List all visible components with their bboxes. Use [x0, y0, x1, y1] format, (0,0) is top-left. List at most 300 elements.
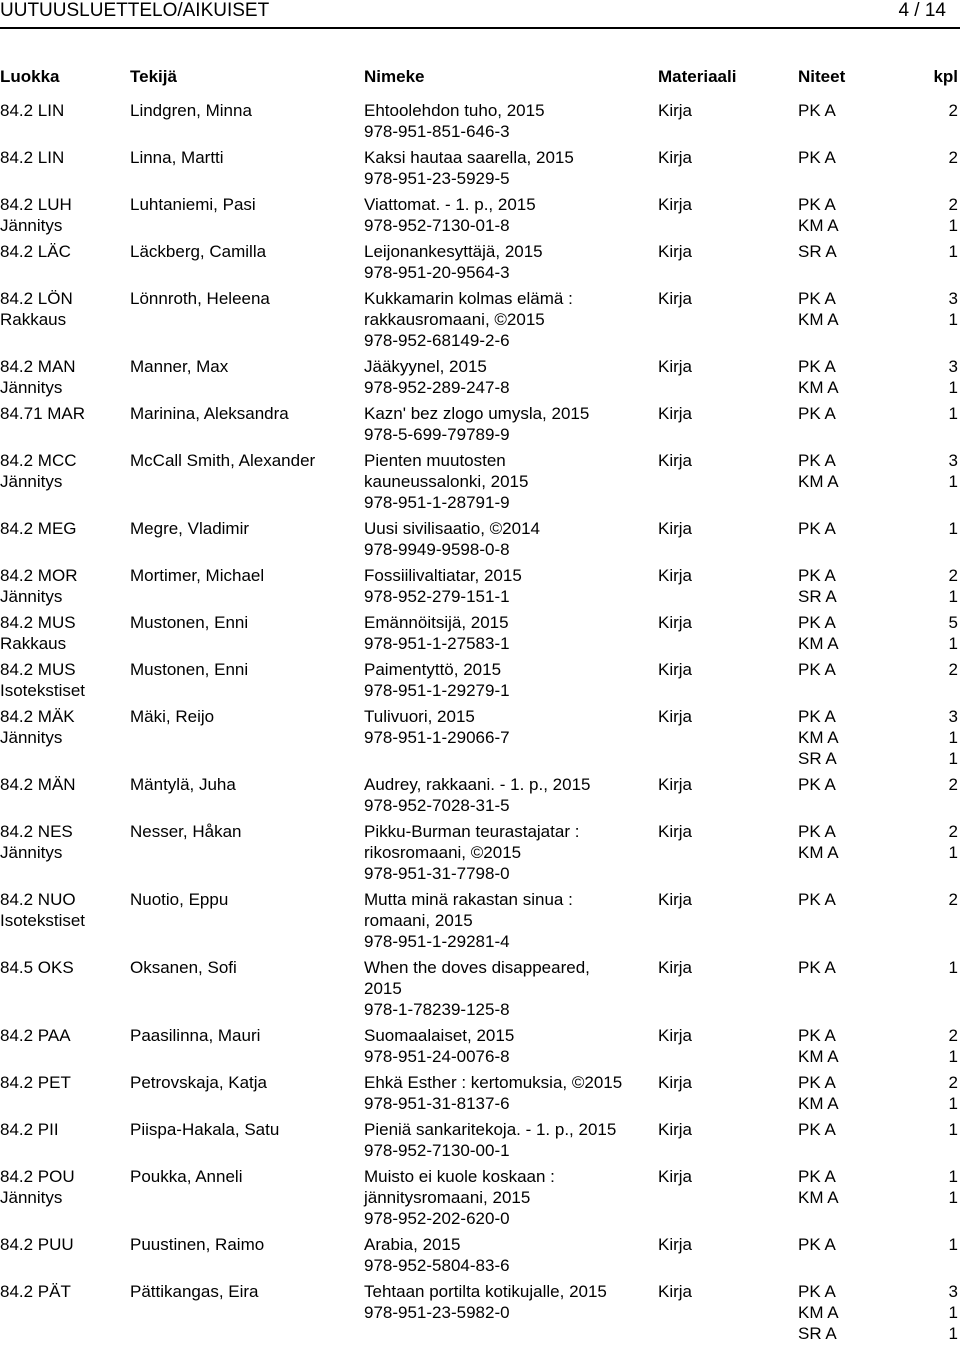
cell-niteet — [798, 612, 958, 654]
table-row — [0, 194, 960, 241]
cell-materiaali: Kirja — [658, 822, 693, 841]
nide-location: KM A — [798, 634, 839, 653]
page-title: UUTUUSLUETTELO/AIKUISET — [0, 0, 270, 21]
nide-location: KM A — [798, 1094, 839, 1113]
title-line: jännitysromaani, 2015 — [364, 1188, 531, 1207]
cell-materiaali: Kirja — [658, 566, 693, 585]
cell-nimeke — [364, 1025, 514, 1067]
cell-nimeke — [364, 957, 590, 1020]
luokka-line: 84.2 PUU — [0, 1235, 74, 1254]
title-line: Pienten muutosten — [364, 451, 506, 470]
title-line: Paimentyttö, 2015 — [364, 660, 502, 679]
nide-line — [798, 518, 958, 539]
cell-niteet — [798, 1119, 958, 1140]
nide-kpl: 1 — [948, 378, 958, 397]
title-line: rakkausromaani, ©2015 — [364, 310, 545, 329]
nide-line — [798, 1281, 958, 1302]
isbn: 978-952-7028-31-5 — [364, 796, 510, 815]
cell-luokka — [0, 194, 72, 236]
nide-kpl: 1 — [948, 404, 958, 423]
cell-luokka — [0, 147, 64, 168]
title-line: romaani, 2015 — [364, 911, 473, 930]
nide-location: PK A — [798, 451, 836, 470]
cell-niteet — [798, 288, 958, 330]
isbn: 978-951-24-0076-8 — [364, 1047, 510, 1066]
title-line: Jääkyynel, 2015 — [364, 357, 487, 376]
nide-location: PK A — [798, 660, 836, 679]
nide-kpl: 1 — [948, 1324, 958, 1343]
luokka-line: 84.2 LUH — [0, 195, 72, 214]
nide-line — [798, 565, 958, 586]
title-line: Suomaalaiset, 2015 — [364, 1026, 515, 1045]
nide-kpl: 1 — [948, 1235, 958, 1254]
cell-tekija: Puustinen, Raimo — [130, 1235, 265, 1254]
cell-luokka — [0, 241, 71, 262]
nide-location: KM A — [798, 1303, 839, 1322]
cell-luokka — [0, 659, 85, 701]
cell-materiaali: Kirja — [658, 357, 693, 376]
title-line: Leijonankesyttäjä, 2015 — [364, 242, 543, 261]
nide-line — [798, 957, 958, 978]
nide-kpl: 1 — [948, 310, 958, 329]
cell-materiaali: Kirja — [658, 958, 693, 977]
cell-tekija: Lönnroth, Heleena — [130, 289, 270, 308]
cell-niteet — [798, 403, 958, 424]
cell-materiaali: Kirja — [658, 890, 693, 909]
nide-location: SR A — [798, 749, 837, 768]
nide-location: KM A — [798, 216, 839, 235]
isbn: 978-951-31-8137-6 — [364, 1094, 510, 1113]
nide-line — [798, 1025, 958, 1046]
catalog-list — [0, 100, 960, 1349]
cell-tekija: McCall Smith, Alexander — [130, 451, 316, 470]
cell-niteet — [798, 1234, 958, 1255]
nide-line — [798, 1323, 958, 1344]
table-row — [0, 1166, 960, 1234]
nide-line — [798, 706, 958, 727]
title-line: 2015 — [364, 979, 402, 998]
nide-kpl: 1 — [948, 843, 958, 862]
cell-materiaali: Kirja — [658, 1026, 693, 1045]
isbn: 978-952-7130-00-1 — [364, 1141, 510, 1160]
cell-luokka — [0, 957, 74, 978]
title-line: Muisto ei kuole koskaan : — [364, 1167, 555, 1186]
isbn: 978-951-23-5982-0 — [364, 1303, 510, 1322]
nide-kpl: 1 — [948, 1047, 958, 1066]
title-line: Pikku-Burman teurastajatar : — [364, 822, 580, 841]
cell-materiaali: Kirja — [658, 242, 693, 261]
cell-nimeke — [364, 194, 536, 236]
nide-location: PK A — [798, 404, 836, 423]
cell-materiaali: Kirja — [658, 451, 693, 470]
cell-tekija: Marinina, Aleksandra — [130, 404, 289, 423]
cell-nimeke — [364, 356, 510, 398]
cell-luokka — [0, 1234, 74, 1255]
isbn: 978-1-78239-125-8 — [364, 1000, 510, 1019]
luokka-line: 84.2 MÄN — [0, 775, 76, 794]
nide-location: KM A — [798, 843, 839, 862]
table-row — [0, 1234, 960, 1281]
cell-niteet — [798, 356, 958, 398]
cell-tekija: Poukka, Anneli — [130, 1167, 243, 1186]
cell-materiaali: Kirja — [658, 519, 693, 538]
title-line: Kaksi hautaa saarella, 2015 — [364, 148, 574, 167]
nide-kpl: 3 — [948, 707, 958, 726]
cell-materiaali: Kirja — [658, 1120, 693, 1139]
nide-location: PK A — [798, 1026, 836, 1045]
cell-tekija: Manner, Max — [130, 357, 229, 376]
cell-niteet — [798, 1072, 958, 1114]
nide-location: PK A — [798, 707, 836, 726]
cell-luokka — [0, 288, 73, 330]
nide-line — [798, 403, 958, 424]
column-header-nimeke: Nimeke — [364, 67, 425, 86]
nide-location: PK A — [798, 958, 836, 977]
nide-kpl: 1 — [948, 216, 958, 235]
cell-luokka — [0, 1025, 71, 1046]
luokka-line: 84.5 OKS — [0, 958, 74, 977]
nide-line — [798, 612, 958, 633]
table-row — [0, 1025, 960, 1072]
nide-location: SR A — [798, 587, 837, 606]
table-row — [0, 1072, 960, 1119]
cell-tekija: Pättikangas, Eira — [130, 1282, 259, 1301]
table-row — [0, 450, 960, 518]
luokka-line: Jännitys — [0, 843, 63, 862]
table-row — [0, 706, 960, 774]
title-line: Emännöitsijä, 2015 — [364, 613, 509, 632]
cell-tekija: Mustonen, Enni — [130, 613, 249, 632]
isbn: 978-951-851-646-3 — [364, 122, 510, 141]
table-row — [0, 821, 960, 889]
nide-line — [798, 100, 958, 121]
cell-nimeke — [364, 450, 528, 513]
cell-tekija: Läckberg, Camilla — [130, 242, 267, 261]
isbn: 978-951-1-29281-4 — [364, 932, 510, 951]
column-headers — [0, 66, 960, 88]
nide-kpl: 1 — [948, 1167, 958, 1186]
nide-kpl: 2 — [948, 195, 958, 214]
cell-materiaali: Kirja — [658, 775, 693, 794]
luokka-line: 84.2 MUS — [0, 660, 76, 679]
cell-tekija: Petrovskaja, Katja — [130, 1073, 268, 1092]
nide-location: PK A — [798, 1282, 836, 1301]
nide-kpl: 1 — [948, 1094, 958, 1113]
isbn: 978-951-20-9564-3 — [364, 263, 510, 282]
cell-tekija: Nesser, Håkan — [130, 822, 242, 841]
title-line: Tulivuori, 2015 — [364, 707, 475, 726]
nide-line — [798, 1166, 958, 1187]
table-row — [0, 774, 960, 821]
cell-luokka — [0, 1119, 59, 1140]
luokka-line: 84.2 NUO — [0, 890, 76, 909]
table-row — [0, 288, 960, 356]
cell-tekija: Piispa-Hakala, Satu — [130, 1120, 280, 1139]
nide-kpl: 2 — [948, 822, 958, 841]
nide-line — [798, 471, 958, 492]
nide-location: PK A — [798, 289, 836, 308]
title-line: Kukkamarin kolmas elämä : — [364, 289, 573, 308]
nide-kpl: 3 — [948, 451, 958, 470]
cell-luokka — [0, 1281, 71, 1302]
nide-line — [798, 288, 958, 309]
luokka-line: 84.2 MCC — [0, 451, 77, 470]
table-row — [0, 356, 960, 403]
luokka-line: 84.2 MÄK — [0, 707, 75, 726]
cell-nimeke — [364, 1072, 622, 1114]
nide-line — [798, 241, 958, 262]
cell-luokka — [0, 774, 76, 795]
nide-line — [798, 586, 958, 607]
nide-kpl: 1 — [948, 1188, 958, 1207]
title-line: Viattomat. - 1. p., 2015 — [364, 195, 536, 214]
nide-kpl: 1 — [948, 634, 958, 653]
nide-location: PK A — [798, 101, 836, 120]
table-row — [0, 659, 960, 706]
table-row — [0, 518, 960, 565]
table-row — [0, 957, 960, 1025]
isbn: 978-951-1-28791-9 — [364, 493, 510, 512]
nide-kpl: 2 — [948, 775, 958, 794]
isbn: 978-951-23-5929-5 — [364, 169, 510, 188]
luokka-line: 84.2 PÄT — [0, 1282, 71, 1301]
cell-luokka — [0, 450, 77, 492]
isbn: 978-952-5804-83-6 — [364, 1256, 510, 1275]
cell-niteet — [798, 241, 958, 262]
nide-kpl: 2 — [948, 890, 958, 909]
nide-location: PK A — [798, 890, 836, 909]
luokka-line: Rakkaus — [0, 634, 67, 653]
luokka-line: Jännitys — [0, 1188, 63, 1207]
nide-kpl: 1 — [948, 1120, 958, 1139]
nide-line — [798, 748, 958, 769]
title-line: Ehtoolehdon tuho, 2015 — [364, 101, 545, 120]
nide-line — [798, 1046, 958, 1067]
cell-materiaali: Kirja — [658, 148, 693, 167]
cell-materiaali: Kirja — [658, 195, 693, 214]
luokka-line: 84.2 LIN — [0, 148, 65, 167]
cell-niteet — [798, 659, 958, 680]
cell-materiaali: Kirja — [658, 707, 693, 726]
luokka-line: 84.2 MAN — [0, 357, 76, 376]
cell-nimeke — [364, 1234, 510, 1276]
table-row — [0, 403, 960, 450]
column-header-luokka: Luokka — [0, 67, 60, 86]
title-line: rikosromaani, ©2015 — [364, 843, 522, 862]
column-header-niteet: Niteet — [798, 67, 846, 86]
cell-tekija: Linna, Martti — [130, 148, 224, 167]
nide-kpl: 1 — [948, 749, 958, 768]
nide-location: KM A — [798, 1047, 839, 1066]
nide-kpl: 3 — [948, 1282, 958, 1301]
nide-kpl: 1 — [948, 519, 958, 538]
cell-tekija: Lindgren, Minna — [130, 101, 252, 120]
isbn: 978-9949-9598-0-8 — [364, 540, 510, 559]
cell-materiaali: Kirja — [658, 1073, 693, 1092]
cell-luokka — [0, 356, 76, 398]
title-line: Fossiilivaltiatar, 2015 — [364, 566, 522, 585]
nide-line — [798, 889, 958, 910]
table-row — [0, 889, 960, 957]
cell-luokka — [0, 1072, 71, 1093]
nide-line — [798, 377, 958, 398]
title-line: Kazn' bez zlogo umysla, 2015 — [364, 404, 590, 423]
cell-niteet — [798, 518, 958, 539]
title-line: Mutta minä rakastan sinua : — [364, 890, 573, 909]
nide-line — [798, 727, 958, 748]
nide-location: SR A — [798, 242, 837, 261]
header-divider — [0, 27, 960, 29]
cell-luokka — [0, 889, 85, 931]
cell-nimeke — [364, 518, 540, 560]
luokka-line: 84.2 LÖN — [0, 289, 73, 308]
luokka-line: Jännitys — [0, 587, 63, 606]
luokka-line: 84.2 MUS — [0, 613, 76, 632]
nide-location: KM A — [798, 1188, 839, 1207]
cell-niteet — [798, 1025, 958, 1067]
cell-luokka — [0, 403, 85, 424]
nide-line — [798, 633, 958, 654]
nide-location: KM A — [798, 378, 839, 397]
cell-niteet — [798, 147, 958, 168]
nide-line — [798, 1234, 958, 1255]
cell-nimeke — [364, 889, 573, 952]
cell-niteet — [798, 821, 958, 863]
title-line: kauneussalonki, 2015 — [364, 472, 529, 491]
luokka-line: Jännitys — [0, 216, 63, 235]
cell-luokka — [0, 565, 77, 607]
title-line: Pieniä sankaritekoja. - 1. p., 2015 — [364, 1120, 617, 1139]
nide-location: PK A — [798, 1073, 836, 1092]
cell-niteet — [798, 194, 958, 236]
cell-tekija: Megre, Vladimir — [130, 519, 250, 538]
nide-line — [798, 147, 958, 168]
luokka-line: 84.2 POU — [0, 1167, 75, 1186]
cell-materiaali: Kirja — [658, 1282, 693, 1301]
cell-tekija: Paasilinna, Mauri — [130, 1026, 261, 1045]
cell-tekija: Mäntylä, Juha — [130, 775, 236, 794]
cell-nimeke — [364, 612, 510, 654]
cell-niteet — [798, 957, 958, 978]
title-line: Tehtaan portilta kotikujalle, 2015 — [364, 1282, 607, 1301]
table-row — [0, 565, 960, 612]
cell-niteet — [798, 889, 958, 910]
luokka-line: 84.2 PAA — [0, 1026, 71, 1045]
cell-niteet — [798, 565, 958, 607]
isbn: 978-951-1-29279-1 — [364, 681, 510, 700]
nide-kpl: 2 — [948, 101, 958, 120]
nide-kpl: 1 — [948, 1303, 958, 1322]
nide-line — [798, 1093, 958, 1114]
nide-location: PK A — [798, 822, 836, 841]
cell-materiaali: Kirja — [658, 1167, 693, 1186]
column-header-tekija: Tekijä — [130, 67, 177, 86]
luokka-line: 84.2 MOR — [0, 566, 78, 585]
luokka-line: Rakkaus — [0, 310, 67, 329]
nide-line — [798, 821, 958, 842]
cell-luokka — [0, 706, 75, 748]
cell-materiaali: Kirja — [658, 1235, 693, 1254]
cell-materiaali: Kirja — [658, 404, 693, 423]
cell-materiaali: Kirja — [658, 660, 693, 679]
luokka-line: 84.2 LIN — [0, 101, 65, 120]
cell-nimeke — [364, 774, 590, 816]
cell-tekija: Nuotio, Eppu — [130, 890, 229, 909]
nide-line — [798, 450, 958, 471]
nide-kpl: 3 — [948, 357, 958, 376]
table-row — [0, 1119, 960, 1166]
luokka-line: 84.2 NES — [0, 822, 73, 841]
nide-line — [798, 356, 958, 377]
isbn: 978-951-1-27583-1 — [364, 634, 510, 653]
table-row — [0, 147, 960, 194]
nide-kpl: 2 — [948, 660, 958, 679]
nide-line — [798, 1187, 958, 1208]
title-line: Audrey, rakkaani. - 1. p., 2015 — [364, 775, 591, 794]
nide-location: PK A — [798, 613, 836, 632]
cell-nimeke — [364, 241, 543, 283]
nide-line — [798, 1119, 958, 1140]
nide-location: PK A — [798, 519, 836, 538]
nide-kpl: 1 — [948, 472, 958, 491]
nide-kpl: 1 — [948, 728, 958, 747]
nide-kpl: 2 — [948, 1026, 958, 1045]
nide-location: KM A — [798, 310, 839, 329]
luokka-line: Jännitys — [0, 728, 63, 747]
column-header-kpl: kpl — [933, 67, 958, 86]
cell-nimeke — [364, 147, 574, 189]
title-line: Ehkä Esther : kertomuksia, ©2015 — [364, 1073, 623, 1092]
cell-tekija: Mäki, Reijo — [130, 707, 215, 726]
luokka-line: 84.2 PET — [0, 1073, 71, 1092]
nide-location: PK A — [798, 195, 836, 214]
cell-nimeke — [364, 1166, 555, 1229]
isbn: 978-952-279-151-1 — [364, 587, 510, 606]
isbn: 978-952-68149-2-6 — [364, 331, 510, 350]
page-header — [0, 0, 960, 22]
cell-tekija: Mustonen, Enni — [130, 660, 249, 679]
nide-kpl: 5 — [948, 613, 958, 632]
luokka-line: Isotekstiset — [0, 681, 86, 700]
column-header-materiaali: Materiaali — [658, 67, 737, 86]
nide-location: PK A — [798, 775, 836, 794]
cell-nimeke — [364, 288, 573, 351]
nide-kpl: 1 — [948, 587, 958, 606]
cell-materiaali: Kirja — [658, 289, 693, 308]
table-row — [0, 241, 960, 288]
nide-location: KM A — [798, 728, 839, 747]
title-line: Arabia, 2015 — [364, 1235, 461, 1254]
cell-niteet — [798, 1166, 958, 1208]
cell-nimeke — [364, 1281, 607, 1323]
nide-kpl: 3 — [948, 289, 958, 308]
nide-line — [798, 215, 958, 236]
luokka-line: 84.2 PII — [0, 1120, 59, 1139]
cell-luokka — [0, 518, 77, 539]
cell-tekija: Mortimer, Michael — [130, 566, 265, 585]
luokka-line: Jännitys — [0, 378, 63, 397]
cell-materiaali: Kirja — [658, 101, 693, 120]
nide-location: PK A — [798, 1235, 836, 1254]
nide-location: SR A — [798, 1324, 837, 1343]
cell-nimeke — [364, 403, 589, 445]
nide-kpl: 1 — [948, 242, 958, 261]
cell-luokka — [0, 1166, 75, 1208]
cell-tekija: Luhtaniemi, Pasi — [130, 195, 256, 214]
luokka-line: Jännitys — [0, 472, 63, 491]
luokka-line: 84.2 MEG — [0, 519, 77, 538]
nide-location: PK A — [798, 566, 836, 585]
